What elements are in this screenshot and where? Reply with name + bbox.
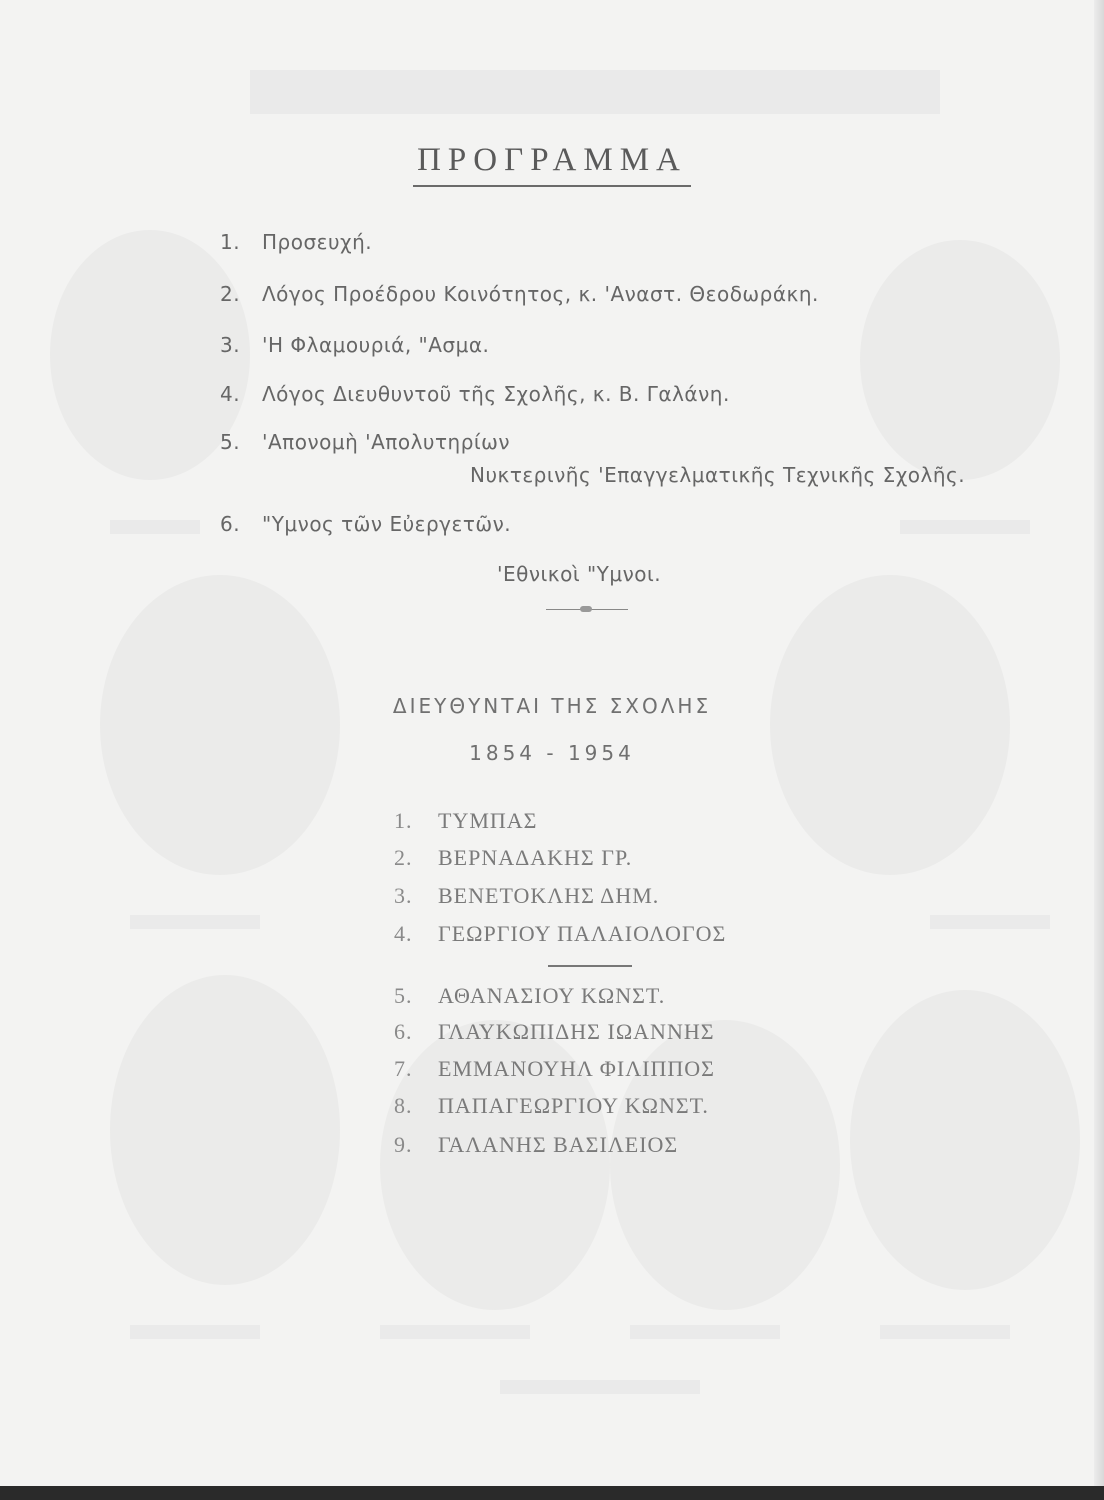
program-item-number: 6. bbox=[220, 512, 241, 536]
directors-years: 1854 - 1954 bbox=[469, 741, 635, 765]
show-through-oval bbox=[110, 975, 340, 1285]
show-through-oval bbox=[850, 990, 1080, 1290]
scan-bottom-edge bbox=[0, 1486, 1104, 1500]
program-item bbox=[220, 333, 489, 357]
program-item-text: "Υμνος τῶν Εὐεργετῶν. bbox=[262, 512, 512, 536]
program-item-number: 5. bbox=[220, 430, 241, 454]
director-number: 3. bbox=[394, 883, 413, 908]
group-divider bbox=[548, 965, 632, 967]
director-number: 7. bbox=[394, 1056, 413, 1081]
program-item-number: 4. bbox=[220, 382, 241, 406]
program-item-continuation bbox=[470, 463, 965, 487]
program-item bbox=[220, 430, 510, 454]
show-through-text bbox=[900, 520, 1030, 534]
program-item-text: Λόγος Διευθυντοῦ τῆς Σχολῆς, κ. Β. Γαλάνη. bbox=[262, 382, 730, 406]
program-item-text: 'Η Φλαμουριά, "Ασμα. bbox=[262, 333, 490, 357]
program-item-text: 'Απονομὴ 'Απολυτηρίων bbox=[262, 430, 511, 454]
show-through-text bbox=[110, 520, 200, 534]
director-number: 4. bbox=[394, 921, 413, 946]
national-anthems-text: 'Εθνικοὶ "Υμνοι. bbox=[497, 562, 662, 586]
show-through-oval bbox=[860, 240, 1060, 480]
program-title-text: ΠΡΟΓΡΑΜΜΑ bbox=[413, 142, 691, 187]
divider-ornament bbox=[580, 606, 592, 612]
director-name: ΠΑΠΑΓΕΩΡΓΙΟΥ ΚΩΝΣΤ. bbox=[438, 1093, 709, 1118]
director-name: ΕΜΜΑΝΟΥΗΛ ΦΙΛΙΠΠΟΣ bbox=[438, 1056, 715, 1081]
director-name: ΓΛΑΥΚΩΠΙΔΗΣ ΙΩΑΝΝΗΣ bbox=[438, 1019, 715, 1044]
director-item bbox=[394, 1056, 715, 1082]
program-item-number: 3. bbox=[220, 333, 241, 357]
director-number: 2. bbox=[394, 845, 413, 870]
director-item bbox=[394, 1093, 709, 1119]
program-item-text: Λόγος Προέδρου Κοινότητος, κ. 'Αναστ. Θεοδωράκη. bbox=[262, 282, 819, 306]
program-item-number: 1. bbox=[220, 230, 241, 254]
national-anthems bbox=[497, 562, 661, 586]
director-item bbox=[394, 845, 632, 871]
program-item bbox=[220, 282, 819, 306]
director-item bbox=[394, 883, 659, 909]
show-through-text bbox=[130, 1325, 260, 1339]
show-through-text bbox=[630, 1325, 780, 1339]
show-through-oval bbox=[770, 575, 1010, 875]
program-title bbox=[0, 142, 1104, 187]
director-name: ΓΕΩΡΓΙΟΥ ΠΑΛΑΙΟΛΟΓΟΣ bbox=[438, 921, 727, 946]
program-item bbox=[220, 382, 730, 406]
program-item bbox=[220, 230, 372, 254]
program-item-text: Νυκτερινῆς 'Επαγγελματικῆς Τεχνικῆς Σχολῆς. bbox=[470, 463, 966, 487]
director-number: 1. bbox=[394, 808, 413, 833]
director-item bbox=[394, 921, 726, 947]
director-number: 8. bbox=[394, 1093, 413, 1118]
director-item bbox=[394, 808, 537, 834]
program-item-text: Προσευχή. bbox=[262, 230, 373, 254]
director-name: ΤΥΜΠΑΣ bbox=[438, 808, 538, 833]
show-through-text bbox=[380, 1325, 530, 1339]
director-name: ΑΘΑΝΑΣΙΟΥ ΚΩΝΣΤ. bbox=[438, 983, 666, 1008]
director-name: ΒΕΡΝΑΔΑΚΗΣ ΓΡ. bbox=[438, 845, 633, 870]
director-item bbox=[394, 983, 665, 1009]
program-item-number: 2. bbox=[220, 282, 241, 306]
show-through-text bbox=[250, 70, 940, 114]
director-item bbox=[394, 1019, 715, 1045]
page-edge bbox=[1094, 0, 1104, 1500]
show-through-text bbox=[880, 1325, 1010, 1339]
director-number: 9. bbox=[394, 1132, 413, 1157]
director-number: 5. bbox=[394, 983, 413, 1008]
director-number: 6. bbox=[394, 1019, 413, 1044]
show-through-oval bbox=[100, 575, 340, 875]
directors-heading: ΔΙΕΥΘΥΝΤΑΙ ΤΗΣ ΣΧΟΛΗΣ bbox=[392, 694, 712, 718]
show-through-text bbox=[930, 915, 1050, 929]
director-name: ΓΑΛΑΝΗΣ ΒΑΣΙΛΕΙΟΣ bbox=[438, 1132, 679, 1157]
director-name: ΒΕΝΕΤΟΚΛΗΣ ΔΗΜ. bbox=[438, 883, 660, 908]
director-item bbox=[394, 1132, 678, 1158]
program-item bbox=[220, 512, 511, 536]
show-through-text bbox=[500, 1380, 700, 1394]
show-through-text bbox=[130, 915, 260, 929]
